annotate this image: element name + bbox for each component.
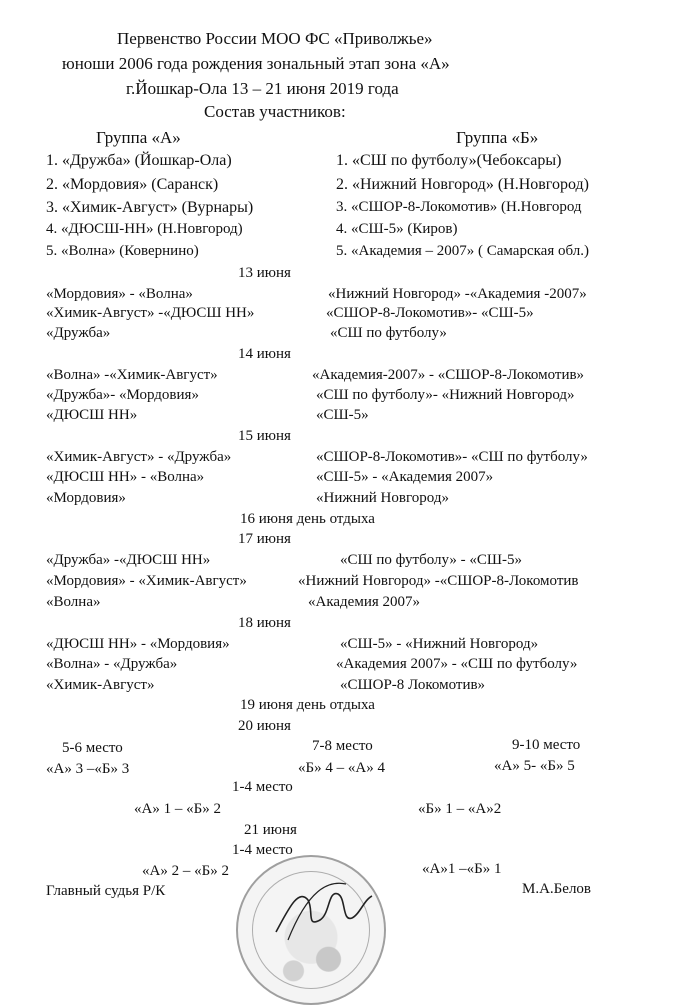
rest-day: 19 июня день отдыха [240, 697, 375, 713]
judge-name: М.А.Белов [522, 881, 592, 897]
match-line: «Волна» - «Дружба» [46, 656, 178, 672]
match-line: «Нижний Новгород» -«Академия -2007» [328, 286, 587, 302]
group-b-team: 3. «СШОР-8-Локомотив» (Н.Новгород [336, 199, 582, 215]
match-line: «ДЮСШ НН» - «Мордовия» [46, 636, 230, 652]
match-line: «СШОР-8 Локомотив» [340, 677, 486, 693]
group-a-team: 4. «ДЮСШ-НН» (Н.Новгород) [46, 221, 243, 237]
placement-match: «Б» 4 – «А» 4 [298, 760, 385, 776]
day-heading: 15 июня [238, 428, 291, 444]
day-heading: 13 июня [238, 265, 291, 281]
match-line: «Мордовия» - «Волна» [46, 286, 193, 302]
match-line: «Химик-Август» -«ДЮСШ НН» [46, 305, 255, 321]
placement-match: «А» 5- «Б» 5 [494, 758, 575, 774]
group-b-team: 1. «СШ по футболу»(Чебоксары) [336, 152, 562, 169]
day-heading: 21 июня [244, 822, 297, 838]
match-line: «Нижний Новгород» [316, 490, 449, 506]
rest-day: 16 июня день отдыха [240, 511, 375, 527]
placement-match: «А» 1 – «Б» 2 [134, 801, 221, 817]
placement-match: «А»1 –«Б» 1 [422, 861, 502, 877]
match-line: «Мордовия» - «Химик-Август» [46, 573, 247, 589]
doc-title-line3: г.Йошкар-Ола 13 – 21 июня 2019 года [126, 79, 399, 98]
day-heading: 20 июня [238, 718, 291, 734]
match-line: «Дружба»- «Мордовия» [46, 387, 199, 403]
match-line: «СШ по футболу» - «СШ-5» [340, 552, 522, 568]
group-b-title: Группа «Б» [456, 128, 539, 147]
group-a-team: 5. «Волна» (Ковернино) [46, 243, 199, 259]
group-a-title: Группа «А» [96, 128, 181, 147]
placement-match: «Б» 1 – «А»2 [418, 801, 502, 817]
match-line: «Волна» -«Химик-Август» [46, 367, 218, 383]
match-line: «СШОР-8-Локомотив»- «СШ-5» [326, 305, 534, 321]
placement-label: 1-4 место [232, 842, 293, 858]
match-line: «ДЮСШ НН» [46, 407, 138, 423]
match-line: «СШ-5» - «Академия 2007» [316, 469, 494, 485]
day-heading: 17 июня [238, 531, 291, 547]
placement-label: 7-8 место [312, 738, 373, 754]
group-b-team: 4. «СШ-5» (Киров) [336, 221, 458, 237]
judge-label: Главный судья Р/К [46, 883, 166, 899]
match-line: «СШ-5» [316, 407, 369, 423]
match-line: «Академия-2007» - «СШОР-8-Локомотив» [312, 367, 585, 383]
match-line: «СШ по футболу»- «Нижний Новгород» [316, 387, 575, 403]
placement-match: «А» 3 –«Б» 3 [46, 761, 130, 777]
match-line: «СШ по футболу» [330, 325, 447, 341]
placement-label: 9-10 место [512, 737, 581, 753]
group-a-team: 1. «Дружба» (Йошкар-Ола) [46, 152, 232, 169]
match-line: «Химик-Август» - «Дружба» [46, 449, 232, 465]
doc-title-line1: Первенство России МОО ФС «Приволжье» [117, 29, 433, 48]
match-line: «СШ-5» - «Нижний Новгород» [340, 636, 539, 652]
match-line: «Химик-Август» [46, 677, 155, 693]
signature-mark [268, 870, 378, 950]
doc-title-line2: юноши 2006 года рождения зональный этап зона «А» [62, 54, 450, 73]
day-heading: 18 июня [238, 615, 291, 631]
match-line: «Волна» [46, 594, 101, 610]
placement-label: 1-4 место [232, 779, 293, 795]
group-a-team: 3. «Химик-Август» (Вурнары) [46, 199, 254, 216]
match-line: «Академия 2007» - «СШ по футболу» [336, 656, 578, 672]
placement-label: 5-6 место [62, 740, 123, 756]
day-heading: 14 июня [238, 346, 291, 362]
match-line: «СШОР-8-Локомотив»- «СШ по футболу» [316, 449, 588, 465]
placement-match: «А» 2 – «Б» 2 [142, 863, 229, 879]
group-b-team: 2. «Нижний Новгород» (Н.Новгород) [336, 176, 589, 193]
match-line: «Дружба» [46, 325, 111, 341]
match-line: «Академия 2007» [308, 594, 421, 610]
doc-title-line4: Состав участников: [204, 102, 346, 121]
group-b-team: 5. «Академия – 2007» ( Самарская обл.) [336, 243, 589, 259]
match-line: «Дружба» -«ДЮСШ НН» [46, 552, 211, 568]
group-a-team: 2. «Мордовия» (Саранск) [46, 176, 219, 193]
match-line: «Нижний Новгород» -«СШОР-8-Локомотив [298, 573, 579, 589]
match-line: «ДЮСШ НН» - «Волна» [46, 469, 205, 485]
match-line: «Мордовия» [46, 490, 126, 506]
